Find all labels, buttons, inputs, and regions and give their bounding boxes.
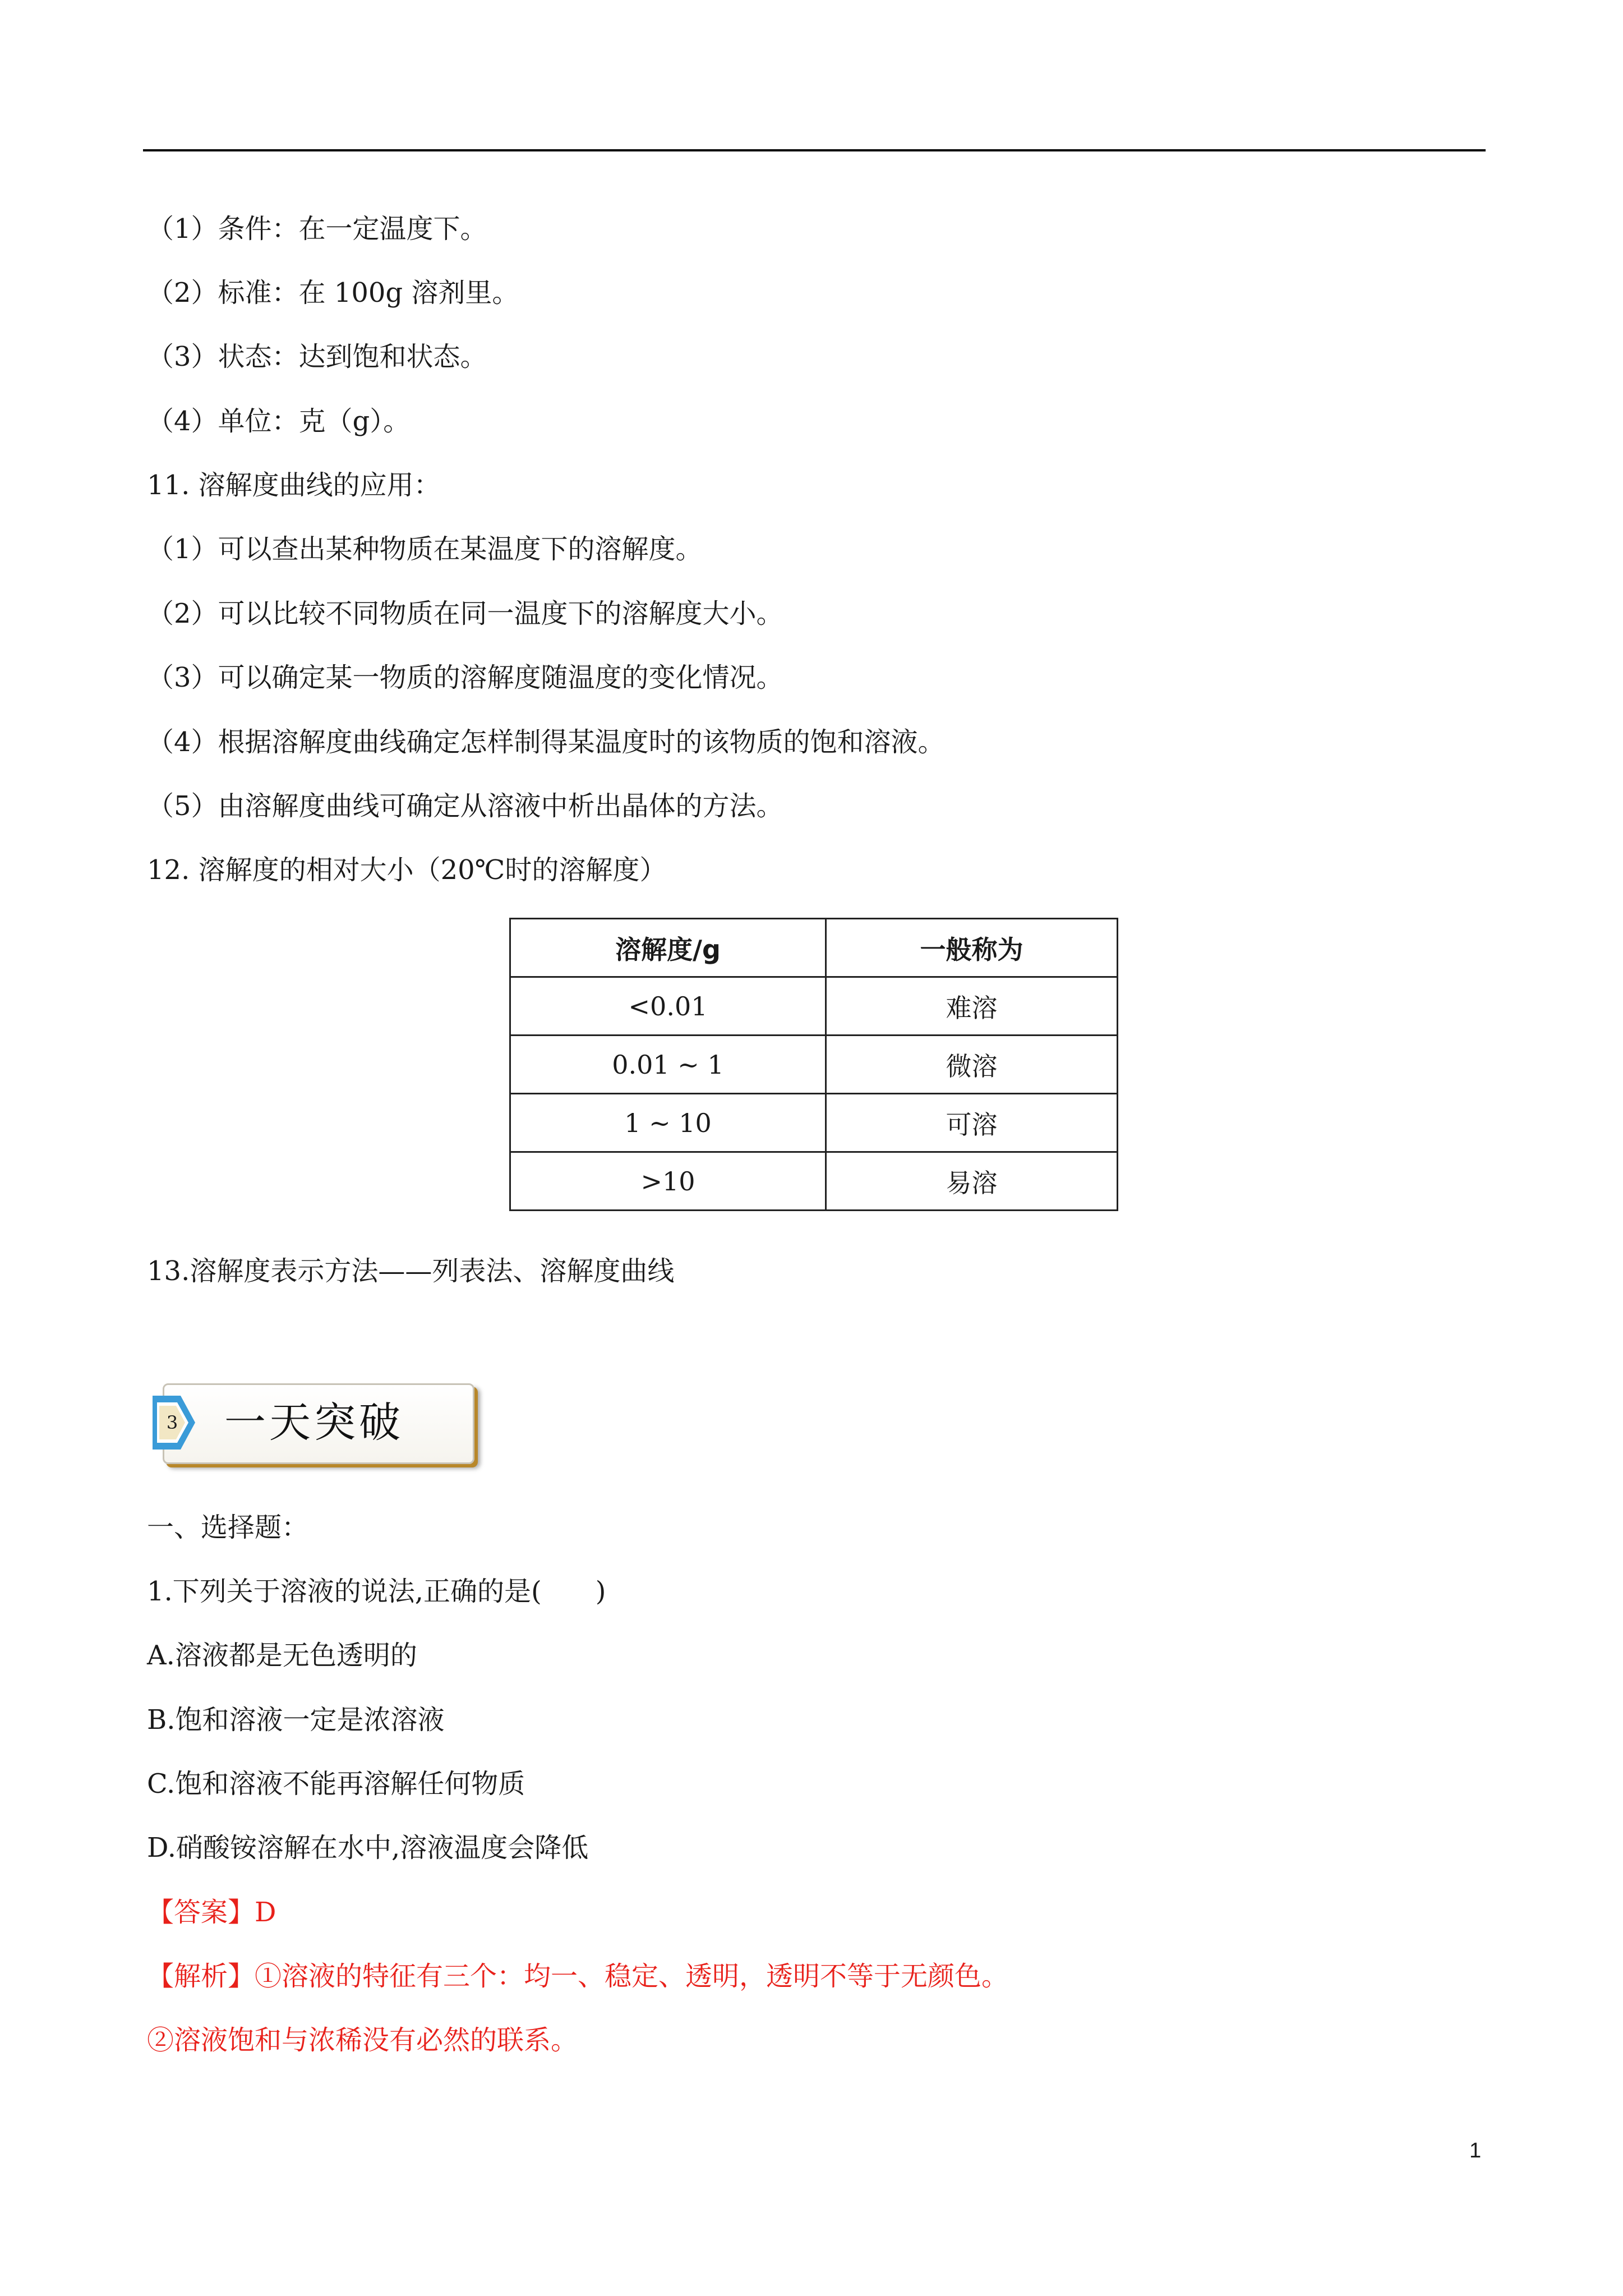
answer-line: 【答案】D (147, 1897, 276, 1928)
table-cell: 微溶 (826, 1036, 1118, 1094)
table-cell: >10 (510, 1152, 826, 1211)
text-line: （5）由溶解度曲线可确定从溶液中析出晶体的方法。 (147, 790, 783, 822)
table-cell: 1 ~ 10 (510, 1094, 826, 1152)
question-stem: 1.下列关于溶液的说法,正确的是( ) (147, 1576, 606, 1607)
text-line: （4）根据溶解度曲线确定怎样制得某温度时的该物质的饱和溶液。 (147, 726, 945, 758)
table-cell: 易溶 (826, 1152, 1118, 1211)
header-rule (143, 149, 1486, 151)
text-line: （1）条件：在一定温度下。 (147, 213, 487, 245)
table-cell: <0.01 (510, 977, 826, 1036)
text-line: （3）状态：达到饱和状态。 (147, 341, 487, 372)
section-heading: 11. 溶解度曲线的应用： (147, 470, 441, 501)
text-line: （3）可以确定某一物质的溶解度随温度的变化情况。 (147, 662, 783, 693)
banner-title: 一天突破 (224, 1398, 404, 1447)
option-a: A.溶液都是无色透明的 (147, 1640, 417, 1671)
text-line: （4）单位：克（g）。 (147, 406, 411, 437)
table-cell: 难溶 (826, 977, 1118, 1036)
section-banner (151, 1383, 474, 1463)
option-d: D.硝酸铵溶解在水中,溶液温度会降低 (147, 1832, 589, 1864)
text-line: （1）可以查出某种物质在某温度下的溶解度。 (147, 533, 703, 565)
option-c: C.饱和溶液不能再溶解任何物质 (147, 1768, 525, 1800)
section-heading: 12. 溶解度的相对大小（20℃时的溶解度） (147, 854, 667, 886)
table-header: 一般称为 (826, 919, 1118, 977)
text-line: （2）可以比较不同物质在同一温度下的溶解度大小。 (147, 598, 783, 629)
table-row (510, 1094, 1118, 1152)
text-line: （2）标准：在 100g 溶剂里。 (147, 277, 519, 309)
table-header: 溶解度/g (510, 919, 826, 977)
page-number: 1 (1469, 2139, 1482, 2162)
section-heading: 一、选择题： (147, 1512, 309, 1543)
table-cell: 可溶 (826, 1094, 1118, 1152)
analysis-line: ②溶液饱和与浓稀没有必然的联系。 (147, 2024, 578, 2056)
section-heading: 13.溶解度表示方法——列表法、溶解度曲线 (147, 1255, 675, 1287)
table-header-row (510, 919, 1118, 977)
table-row (510, 977, 1118, 1036)
banner-number: 3 (166, 1412, 178, 1433)
table-row (510, 1152, 1118, 1211)
analysis-line: 【解析】①溶液的特征有三个：均一、稳定、透明，透明不等于无颜色。 (147, 1961, 1009, 1992)
solubility-table (509, 918, 1118, 1211)
table-cell: 0.01 ~ 1 (510, 1036, 826, 1094)
option-b: B.饱和溶液一定是浓溶液 (147, 1704, 445, 1736)
table-row (510, 1036, 1118, 1094)
